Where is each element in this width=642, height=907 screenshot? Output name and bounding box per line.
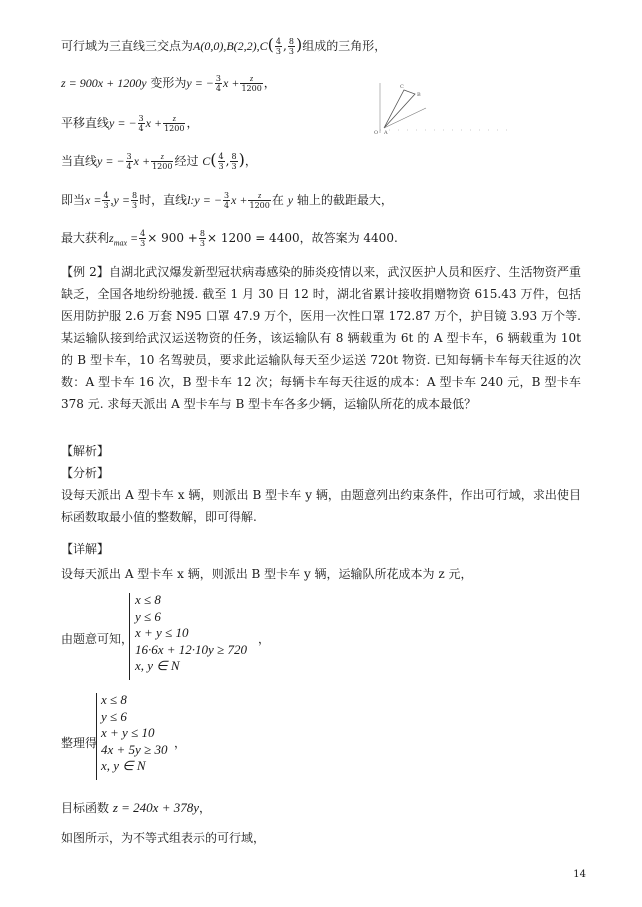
closing-line: 如图所示，为不等式组表示的可行域， — [61, 831, 266, 845]
section-fenxi: 【分析】 — [61, 466, 110, 480]
system2-row: 4x + 5y ≥ 30 — [101, 741, 168, 757]
section-xiangjie: 【详解】 — [61, 542, 110, 556]
text: 平移直线 — [61, 116, 110, 130]
system2-row: x, y ∈ N — [101, 758, 146, 773]
feasible-region-figure — [340, 78, 510, 148]
system2-label: 整理得 — [61, 736, 98, 750]
example-2-paragraph — [61, 261, 581, 415]
system1-row: 16·6x + 12·10y ≥ 720 — [135, 641, 247, 657]
line-feasible-region: 可行域为三直线三交点为A(0,0),B(2,2),C( $\frac{4}{3}$ , $\frac{8}{3}$ )组成的三角形， — [61, 35, 387, 56]
section-jiexi: 【解析】 — [61, 444, 110, 458]
system1-row: x + y ≤ 10 — [135, 625, 189, 640]
objective-line-text: 目标函数 z = 240x + 378y， — [61, 800, 212, 815]
math: A(0,0),B(2,2),C — [193, 39, 268, 53]
label-c: C — [400, 84, 404, 90]
system1-label: 由题意可知， — [61, 632, 134, 646]
system2 — [101, 692, 167, 775]
label-b: B — [417, 92, 421, 98]
xiangjie-line: 设每天派出 A 型卡车 x 辆，则派出 B 型卡车 y 辆，运输队所花成本为 z 元， — [61, 567, 473, 581]
line-translate: 平移直线y = − $\frac{3}{4}$ x + $\frac{z}{1200}$ ， — [61, 114, 199, 133]
system1-brace — [129, 593, 130, 680]
triangle-region — [384, 90, 415, 128]
fenxi-paragraph — [61, 484, 581, 528]
math: y = − — [186, 76, 214, 90]
line-max-profit: 最大获利$z_{max}$ = $\frac{4}{3}$ × 900 + $\frac{8}{3}$ × 1200 = 4400，故答案为 4400. — [61, 229, 398, 248]
text: 即当 — [61, 193, 86, 207]
objective-label: 目标函数 — [61, 801, 110, 815]
text: 当直线 — [61, 154, 98, 168]
objective-line — [384, 108, 426, 128]
label-a: A — [384, 130, 388, 136]
text: 可行域为三直线三交点为 — [61, 39, 194, 53]
page-number: 14 — [573, 869, 586, 880]
example-text: 【例 2】自湖北武汉爆发新型冠状病毒感染的肺炎疫情以来，武汉医护人员和医疗、生活物资严重缺乏，全国各地纷纷驰援. 截至 1 月 30 日 12 时，湖北省累计接收捐赠物资 615.43 万件，包括医用防护服 2.6 万套 N95 口罩 47.9 万个，医用一次性口罩 172.87 万个，护目镜 3.93 万个等. 某运输队接到给武汉运送物资的任务，该运输队有 8 辆载重为 6t 的 A 型卡车，6 辆载重为 10t 的 B 型卡车，10 名驾驶员，要求此运输队每天至少运送 720t 物资. 已知每辆卡车每天往返的次数：A 型卡车 16 次，B 型卡车 12 次；每辆卡车每天往返的成本：A 型卡车 240 元，B 型卡车 378 元. 求每天派出 A 型卡车与 B 型卡车各多少辆，运输队所花的成本最低？ — [61, 265, 581, 411]
text: 最大获利 — [61, 231, 110, 245]
system1-row: x ≤ 8 — [135, 592, 161, 607]
system2-row: x ≤ 8 — [101, 692, 127, 707]
text: 变形为 — [150, 76, 187, 90]
system1-row: y ≤ 6 — [135, 608, 161, 624]
label-o: O — [374, 130, 379, 136]
system1 — [135, 592, 247, 675]
system2-row: x + y ≤ 10 — [101, 725, 155, 740]
system1-end: ， — [258, 632, 271, 646]
system1-row: x, y ∈ N — [135, 658, 180, 673]
system2-row: y ≤ 6 — [101, 708, 127, 724]
line-through-c: 当直线y = − $\frac{3}{4}$ x + $\frac{z}{1200}$ 经过 C( $\frac{4}{3}$ , $\frac{8}{3}$ )， — [61, 150, 257, 171]
line-max-intercept: 即当x = $\frac{4}{3}$ ,y = $\frac{8}{3}$ 时，直线l:y = − $\frac{3}{4}$ x + $\frac{z}{1200}$ 在 y 轴上的截距最大， — [61, 191, 393, 210]
fenxi-text: 设每天派出 A 型卡车 x 辆，则派出 B 型卡车 y 辆，由题意列出约束条件，作出可行域，求出使目标函数取最小值的整数解，即可得解. — [61, 488, 581, 524]
fraction: $\frac{8}{3}$ — [288, 37, 294, 56]
fraction: $\frac{4}{3}$ — [275, 37, 282, 56]
text: 组成的三角形， — [302, 39, 387, 53]
system2-end: ， — [174, 736, 187, 750]
objective-eq: z = 240x + 378y — [112, 800, 199, 815]
system2-brace — [96, 693, 97, 780]
line-objective-transform: z = 900x + 1200y 变形为y = − $\frac{3}{4}$ x + $\frac{z}{1200}$ ， — [61, 74, 276, 93]
math: z = 900x + 1200y — [61, 76, 147, 90]
